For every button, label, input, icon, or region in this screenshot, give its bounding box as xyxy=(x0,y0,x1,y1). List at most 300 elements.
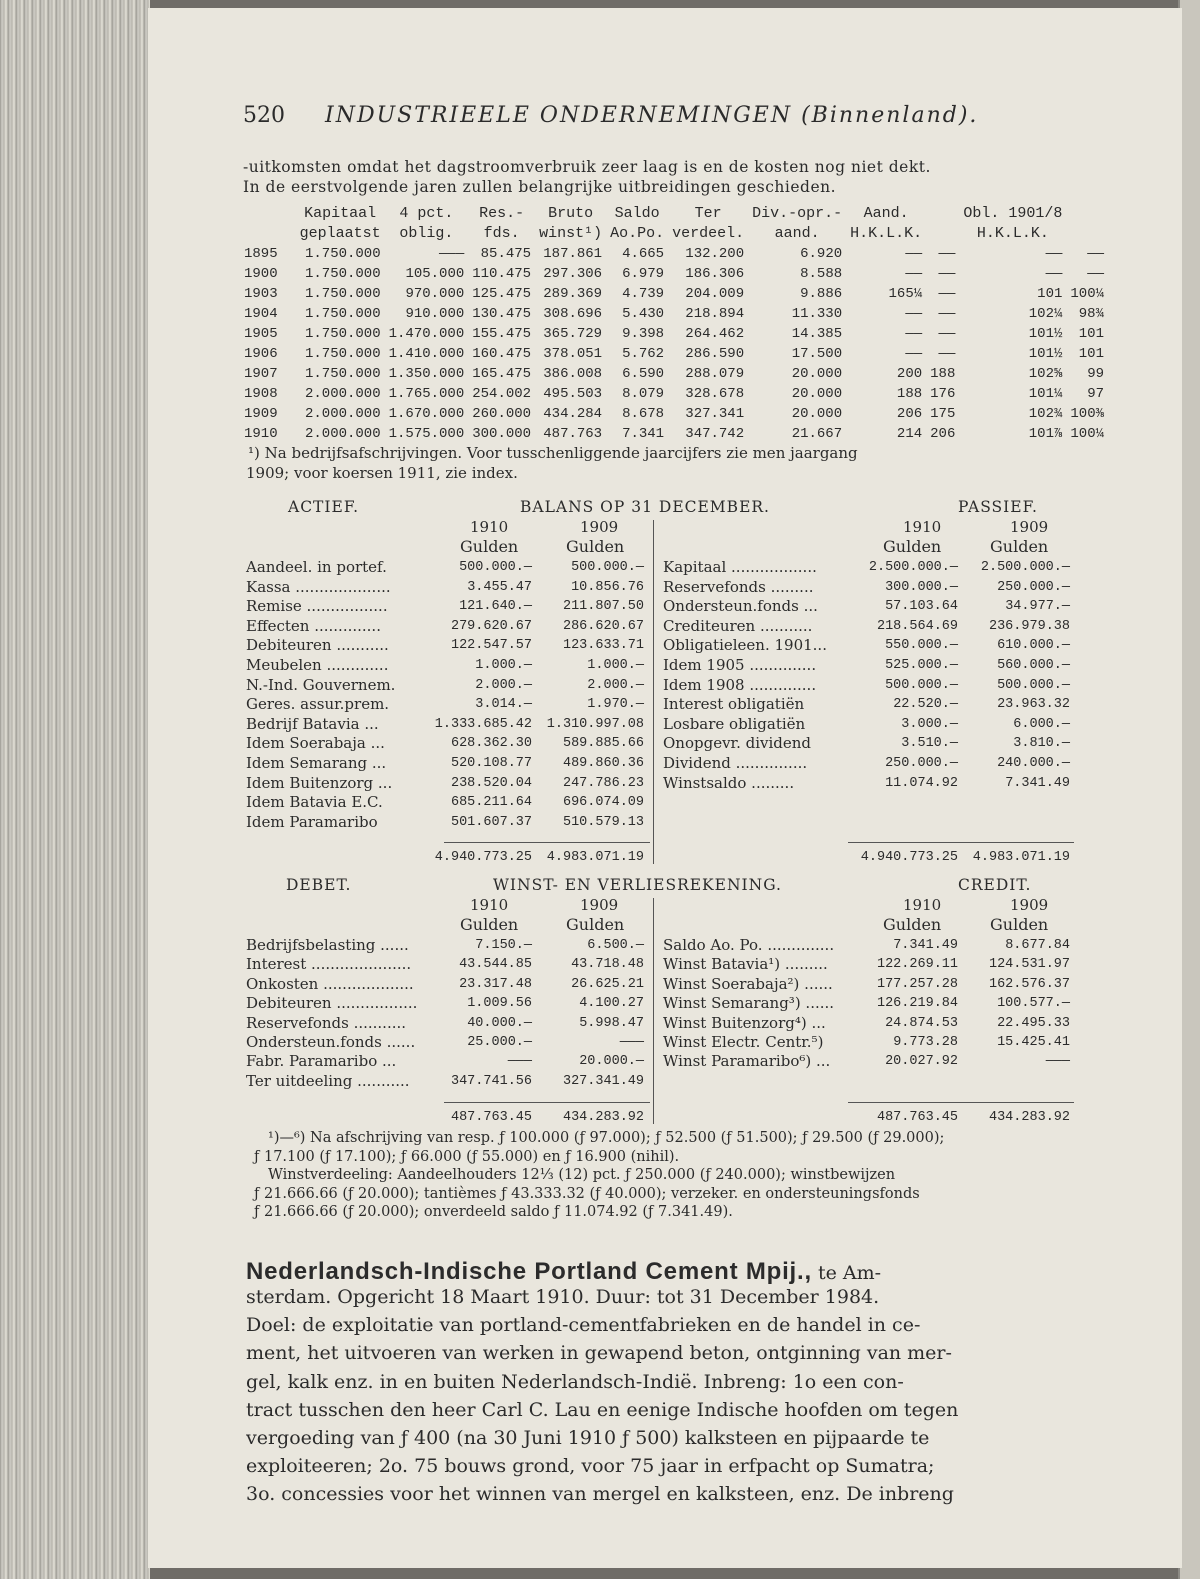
table-header-cell: Saldo xyxy=(614,205,660,222)
left-year-1910: 1910 xyxy=(470,896,509,914)
pl-note-line: Winstverdeeling: Aandeelhouders 12⅓ (12) pct. ƒ 250.000 (ƒ 240.000); winstbewijzen xyxy=(268,1167,896,1184)
right-item-1910: 9.773.28 xyxy=(893,1035,958,1050)
right-item-1910: 7.341.49 xyxy=(893,938,958,953)
table-cell: 200 xyxy=(896,366,923,382)
right-item-1909: 560.000.— xyxy=(997,658,1070,673)
table-row xyxy=(240,384,1108,404)
left-item-label: N.-Ind. Gouvernem. xyxy=(246,675,396,694)
table-cell: —— xyxy=(1045,246,1063,262)
table-cell: 101½ xyxy=(1028,346,1063,362)
table-cell: 100⅜ xyxy=(1070,406,1104,422)
right-item-1910: 250.000.— xyxy=(885,756,958,771)
table-cell: 9.398 xyxy=(622,326,665,342)
table-cell: —— xyxy=(938,286,956,302)
actief-heading: ACTIEF. xyxy=(288,498,360,516)
table-cell: 365.729 xyxy=(543,326,603,342)
left-year-1910: 1910 xyxy=(470,518,509,536)
left-item-label: Remise ................. xyxy=(246,597,388,616)
left-item-1909: 696.074.09 xyxy=(562,795,644,811)
table-cell: 264.462 xyxy=(685,326,745,342)
left-item-1910: ——— xyxy=(507,1054,532,1070)
left-item-label: Idem Soerabaja ... xyxy=(246,734,385,753)
table-cell: 14.385 xyxy=(791,326,843,342)
left-item-1910: 1.000.— xyxy=(475,658,532,673)
left-year-1909: 1909 xyxy=(580,896,619,914)
left-item-1909: 589.885.66 xyxy=(562,736,644,752)
table-cell: 132.200 xyxy=(685,246,745,262)
table-row xyxy=(240,364,1108,384)
left-item-1909: 123.633.71 xyxy=(562,638,644,654)
table-header-cell xyxy=(926,224,959,244)
table-cell: 1.765.000 xyxy=(388,386,465,402)
table-cell: 4.665 xyxy=(622,246,665,262)
right-item-1910: 126.219.84 xyxy=(876,996,958,1012)
table-cell: 206 xyxy=(896,406,923,422)
table-cell: 204.009 xyxy=(685,286,745,302)
left-item-label: Ondersteun.fonds ...... xyxy=(246,1033,416,1051)
table-header-cell: Res.- xyxy=(479,205,525,222)
left-item-1909: 247.786.23 xyxy=(562,775,644,791)
table-cell: —— xyxy=(905,346,923,362)
right-item-1910: 2.500.000.— xyxy=(868,560,958,575)
table-cell: 187.861 xyxy=(543,246,603,262)
table-cell: 1.750.000 xyxy=(305,266,381,282)
table-cell: 386.008 xyxy=(543,366,603,382)
table-row xyxy=(240,264,1108,284)
table-cell: 970.000 xyxy=(405,286,465,302)
table-cell: 101 xyxy=(1078,346,1104,362)
table-cell: 20.000 xyxy=(791,386,843,402)
right-total-rule xyxy=(848,842,1074,843)
table-header-cell: aand. xyxy=(774,225,820,242)
table-cell: 97 xyxy=(1087,386,1104,402)
table-cell: 17.500 xyxy=(791,346,843,362)
pl-heading: WINST- EN VERLIESREKENING. xyxy=(493,876,782,894)
left-item-1909: 489.860.36 xyxy=(562,756,644,771)
table-cell: 297.306 xyxy=(543,266,603,282)
table-cell: —— xyxy=(1087,266,1104,282)
table-cell: 8.079 xyxy=(622,386,665,402)
book-page xyxy=(148,8,1182,1568)
table-cell: 1.575.000 xyxy=(388,426,465,442)
right-item-1910: 24.874.53 xyxy=(885,1015,958,1031)
right-item-1909: 240.000.— xyxy=(997,756,1070,771)
table-header-cell: Ter xyxy=(694,205,722,222)
right-item-1909: 100.577.— xyxy=(997,996,1070,1012)
table-row xyxy=(240,284,1108,304)
left-year-1909: 1909 xyxy=(580,518,619,536)
right-item-1910: 177.257.28 xyxy=(876,976,958,992)
left-item-label: Idem Batavia E.C. xyxy=(246,793,383,812)
table-cell: 254.002 xyxy=(472,386,532,402)
right-item-1910: 3.000.— xyxy=(901,716,958,732)
table-cell: 2.000.000 xyxy=(305,406,381,422)
right-item-label: Kapitaal .................. xyxy=(663,558,817,576)
right-item-1909: 2.500.000.— xyxy=(980,560,1070,575)
right-total-1909: 4.983.071.19 xyxy=(972,850,1070,865)
table-header-cell xyxy=(926,204,959,224)
table-cell: 910.000 xyxy=(405,306,465,322)
table-header-cell: geplaatst xyxy=(299,225,381,242)
table-cell: 102¼ xyxy=(1028,306,1063,322)
table-cell: 105.000 xyxy=(405,266,465,282)
right-item-label: Idem 1908 .............. xyxy=(663,675,817,694)
page-header xyxy=(243,103,978,128)
left-item-1910: 1.009.56 xyxy=(467,996,532,1012)
left-item-1910: 520.108.77 xyxy=(450,756,532,771)
left-item-label: Bedrijfsbelasting ...... xyxy=(246,936,409,954)
left-item-1909: 211.807.50 xyxy=(562,599,644,615)
table-cell: 186.306 xyxy=(685,266,745,282)
table-cell: 289.369 xyxy=(543,286,603,302)
right-item-label: Saldo Ao. Po. .............. xyxy=(663,936,835,954)
table-cell: 110.475 xyxy=(472,266,532,282)
table-cell: 206 xyxy=(930,426,956,442)
table-cell: 98¾ xyxy=(1078,306,1104,322)
table-cell: 1.350.000 xyxy=(388,366,465,382)
table-cell: 4.739 xyxy=(622,286,665,302)
right-item-label: Losbare obligatiën xyxy=(663,714,806,733)
left-item-1910: 347.741.56 xyxy=(450,1073,532,1089)
right-item-1909: 500.000.— xyxy=(997,677,1070,693)
right-item-1910: 122.269.11 xyxy=(876,957,958,973)
left-item-label: Interest ..................... xyxy=(246,955,412,974)
left-item-label: Kassa .................... xyxy=(246,577,391,596)
company-text-line: Doel: de exploitatie van portland-cementfabrieken en de handel in ce- xyxy=(246,1314,921,1337)
table-cell: 100¼ xyxy=(1070,286,1104,302)
table-row xyxy=(240,244,1108,264)
table-cell: 100¼ xyxy=(1070,426,1104,442)
table-cell: 188 xyxy=(896,386,923,402)
left-item-1909: 4.100.27 xyxy=(579,996,644,1012)
table-cell: ——— xyxy=(439,246,465,262)
left-total-rule xyxy=(444,1102,650,1103)
left-item-1910: 628.362.30 xyxy=(450,736,532,752)
right-unit-1909: Gulden xyxy=(990,915,1049,934)
left-item-1909: 26.625.21 xyxy=(571,976,644,992)
left-item-1910: 238.520.04 xyxy=(450,775,532,791)
right-item-1909: 162.576.37 xyxy=(988,976,1070,992)
left-item-label: Fabr. Paramaribo ... xyxy=(246,1052,397,1071)
right-item-1910: 11.074.92 xyxy=(885,775,958,791)
right-total-1910: 487.763.45 xyxy=(876,1110,958,1125)
right-item-label: Winst Electr. Centr.⁵) xyxy=(663,1033,824,1051)
table-header-cell: H.K.L.K. xyxy=(976,225,1049,242)
table-cell: 1907 xyxy=(244,366,278,382)
right-item-label: Idem 1905 .............. xyxy=(663,656,817,674)
table-cell: —— xyxy=(905,326,923,342)
table-cell: 300.000 xyxy=(472,426,532,442)
table-cell: 101⅞ xyxy=(1028,426,1063,442)
column-divider xyxy=(653,520,654,864)
left-item-1909: 500.000.— xyxy=(571,560,644,575)
right-item-label: Onopgevr. dividend xyxy=(663,734,812,753)
pl-note-line: ¹)—⁶) Na afschrijving van resp. ƒ 100.000 (ƒ 97.000); ƒ 52.500 (ƒ 51.500); ƒ 29.500 (ƒ 29.000); xyxy=(268,1130,945,1146)
table-footnote: 1909; voor koersen 1911, zie index. xyxy=(246,464,518,482)
table-header-cell: Bruto xyxy=(548,205,594,222)
table-cell: 286.590 xyxy=(685,346,745,362)
left-item-label: Idem Semarang ... xyxy=(246,754,387,772)
table-row xyxy=(240,344,1108,364)
table-cell: 85.475 xyxy=(480,246,532,262)
right-item-label: Winst Batavia¹) ......... xyxy=(663,955,828,974)
table-cell: 125.475 xyxy=(472,286,532,302)
table-header-cell: winst¹) xyxy=(539,225,603,242)
right-item-1910: 218.564.69 xyxy=(876,618,958,634)
right-item-1909: ——— xyxy=(1045,1054,1070,1070)
table-header-cell: Obl. 1901/8 xyxy=(963,205,1063,222)
table-cell: 165.475 xyxy=(472,366,532,382)
table-header-row xyxy=(240,224,1108,244)
passief-heading: PASSIEF. xyxy=(958,498,1038,516)
right-unit-1910: Gulden xyxy=(883,915,942,934)
table-header-cell: Kapitaal xyxy=(304,205,377,222)
table-header-cell xyxy=(240,224,296,244)
left-total-rule xyxy=(444,842,650,843)
right-item-1909: 610.000.— xyxy=(997,638,1070,654)
right-item-label: Winst Semarang³) ...... xyxy=(663,994,835,1013)
table-cell: 5.430 xyxy=(622,306,665,322)
company-text-line: sterdam. Opgericht 18 Maart 1910. Duur: tot 31 December 1984. xyxy=(246,1286,880,1308)
table-cell: —— xyxy=(905,246,923,262)
table-cell: 6.590 xyxy=(622,366,665,382)
right-item-1909: 8.677.84 xyxy=(1005,938,1070,953)
left-item-1909: 5.998.47 xyxy=(579,1015,644,1031)
table-cell: 175 xyxy=(930,406,956,422)
right-item-label: Reservefonds ......... xyxy=(663,577,814,596)
left-item-1909: 1.970.— xyxy=(587,697,644,713)
table-cell: 99 xyxy=(1087,366,1104,382)
table-cell: 288.079 xyxy=(685,366,745,382)
page-number: 520 xyxy=(243,103,285,128)
table-header-cell: H.K.L.K. xyxy=(850,225,923,242)
left-item-1910: 43.544.85 xyxy=(459,957,532,973)
table-cell: 20.000 xyxy=(791,406,843,422)
intro-line: -uitkomsten omdat het dagstroomverbruik zeer laag is en de kosten nog niet dekt. xyxy=(243,158,931,176)
table-header-cell xyxy=(1066,224,1108,244)
left-item-1910: 121.640.— xyxy=(459,599,532,615)
table-cell: 102¾ xyxy=(1028,406,1063,422)
right-item-1909: 15.425.41 xyxy=(997,1035,1070,1050)
table-cell: 6.979 xyxy=(622,266,665,282)
table-header-cell: oblig. xyxy=(399,225,454,242)
right-unit-1909: Gulden xyxy=(990,537,1049,556)
right-unit-1910: Gulden xyxy=(883,537,942,556)
right-item-1909: 7.341.49 xyxy=(1005,775,1070,791)
table-cell: 1.670.000 xyxy=(388,406,465,422)
table-cell: —— xyxy=(938,346,956,362)
table-header-row xyxy=(240,204,1108,224)
right-item-label: Crediteuren ........... xyxy=(663,616,813,635)
page-edges xyxy=(0,0,150,1579)
credit-heading: CREDIT. xyxy=(958,876,1032,894)
table-cell: 347.742 xyxy=(685,426,745,442)
pl-note-line: ƒ 21.666.66 (ƒ 20.000); tantièmes ƒ 43.333.32 (ƒ 40.000); verzeker. en ondersteuningsfonds xyxy=(254,1185,920,1202)
table-row xyxy=(240,324,1108,344)
table-cell: 2.000.000 xyxy=(305,386,381,402)
right-total-1910: 4.940.773.25 xyxy=(860,850,958,865)
right-item-1909: 3.810.— xyxy=(1013,736,1070,752)
left-item-label: Idem Paramaribo xyxy=(246,812,378,831)
right-item-1910: 550.000.— xyxy=(885,638,958,654)
left-total-1910: 4.940.773.25 xyxy=(434,850,532,865)
table-cell: 434.284 xyxy=(543,406,603,422)
right-item-1909: 23.963.32 xyxy=(997,697,1070,713)
table-cell: 495.503 xyxy=(543,386,603,402)
table-cell: 21.667 xyxy=(791,426,843,442)
left-item-1910: 2.000.— xyxy=(475,677,532,693)
left-item-1909: 6.500.— xyxy=(587,938,644,953)
left-total-1909: 4.983.071.19 xyxy=(546,850,644,865)
left-item-1910: 40.000.— xyxy=(467,1015,532,1031)
table-cell: 5.762 xyxy=(622,346,665,362)
balance-heading: BALANS OP 31 DECEMBER. xyxy=(520,498,770,516)
table-cell: 11.330 xyxy=(791,306,843,322)
table-cell: 1.750.000 xyxy=(305,326,381,342)
table-cell: 102⅝ xyxy=(1028,366,1063,382)
left-item-1909: ——— xyxy=(619,1035,644,1050)
table-cell: 1.470.000 xyxy=(388,326,465,342)
table-cell: —— xyxy=(905,266,923,282)
table-cell: —— xyxy=(938,326,956,342)
left-item-1909: 10.856.76 xyxy=(571,579,644,595)
right-item-label: Ondersteun.fonds ... xyxy=(663,597,818,616)
table-cell: 1.750.000 xyxy=(305,346,381,362)
table-cell: 1895 xyxy=(244,246,278,262)
company-text-line: 3o. concessies voor het winnen van mergel en kalksteen, enz. De inbreng xyxy=(246,1483,954,1506)
pl-note-line: ƒ 21.666.66 (ƒ 20.000); onverdeeld saldo ƒ 11.074.92 (ƒ 7.341.49). xyxy=(254,1204,733,1221)
left-item-1909: 2.000.— xyxy=(587,677,644,693)
left-item-1909: 1.000.— xyxy=(587,658,644,673)
table-cell: 378.051 xyxy=(543,346,603,362)
table-row xyxy=(240,404,1108,424)
table-cell: 6.920 xyxy=(800,246,843,262)
table-cell: 218.894 xyxy=(685,306,745,322)
left-item-1910: 122.547.57 xyxy=(450,638,532,654)
right-item-label: Winstsaldo ......... xyxy=(663,773,795,792)
left-item-label: Idem Buitenzorg ... xyxy=(246,773,393,792)
table-cell: —— xyxy=(1087,246,1104,262)
table-footnote: ¹) Na bedrijfsafschrijvingen. Voor tusschenliggende jaarcijfers zie men jaargang xyxy=(248,444,858,462)
table-cell: 1905 xyxy=(244,326,278,342)
table-cell: 487.763 xyxy=(543,426,603,442)
left-item-1909: 1.310.997.08 xyxy=(546,716,644,732)
table-cell: 214 xyxy=(896,426,923,442)
running-title: INDUSTRIEELE ONDERNEMINGEN (Binnenland). xyxy=(325,103,979,128)
table-header-cell: Aand. xyxy=(863,205,909,222)
table-cell: —— xyxy=(938,306,956,322)
right-item-1909: 250.000.— xyxy=(997,579,1070,595)
right-item-label: Winst Buitenzorg⁴) ... xyxy=(663,1013,826,1032)
left-item-label: Debiteuren ........... xyxy=(246,636,389,655)
right-item-1910: 3.510.— xyxy=(901,736,958,752)
table-cell: 101 xyxy=(1078,326,1104,342)
table-cell: 8.588 xyxy=(800,266,843,282)
table-cell: 101½ xyxy=(1028,326,1063,342)
left-item-1910: 279.620.67 xyxy=(450,618,532,634)
table-cell: 9.886 xyxy=(800,286,843,302)
table-cell: 176 xyxy=(930,386,956,402)
left-item-1910: 685.211.64 xyxy=(450,795,532,811)
table-cell: 101¼ xyxy=(1028,386,1063,402)
table-cell: 308.696 xyxy=(543,306,603,322)
left-item-1910: 7.150.— xyxy=(475,938,532,953)
right-item-1910: 525.000.— xyxy=(885,658,958,673)
right-item-1909: 6.000.— xyxy=(1013,716,1070,732)
table-cell: 1906 xyxy=(244,346,278,362)
table-cell: —— xyxy=(1045,266,1063,282)
table-cell: 1.410.000 xyxy=(388,346,465,362)
right-year-1910: 1910 xyxy=(903,518,942,536)
left-item-label: Meubelen ............. xyxy=(246,656,389,674)
table-cell: 20.000 xyxy=(791,366,843,382)
right-year-1909: 1909 xyxy=(1010,896,1049,914)
left-item-label: Aandeel. in portef. xyxy=(246,558,387,576)
right-item-1909: 236.979.38 xyxy=(988,618,1070,634)
right-total-1909: 434.283.92 xyxy=(988,1110,1070,1125)
pl-note-line: ƒ 17.100 (ƒ 17.100); ƒ 66.000 (ƒ 55.000) en ƒ 16.900 (nihil). xyxy=(254,1148,680,1165)
left-item-1909: 286.620.67 xyxy=(562,618,644,634)
table-header-cell: fds. xyxy=(483,225,520,242)
company-text-line: gel, kalk enz. in en buiten Nederlandsch-Indië. Inbreng: 1o een con- xyxy=(246,1370,904,1393)
table-header-cell xyxy=(1066,204,1108,224)
table-cell: 1.750.000 xyxy=(305,246,381,262)
table-cell: 1.750.000 xyxy=(305,306,381,322)
table-cell: 1.750.000 xyxy=(305,286,381,302)
table-cell: 7.341 xyxy=(622,426,665,442)
yearly-figures-table xyxy=(240,204,1108,444)
table-cell: 165¼ xyxy=(888,286,923,302)
left-unit-1910: Gulden xyxy=(460,537,519,556)
table-cell: —— xyxy=(938,266,956,282)
table-cell: 328.678 xyxy=(685,386,745,402)
left-item-1910: 1.333.685.42 xyxy=(434,716,532,732)
left-item-label: Reservefonds ........... xyxy=(246,1013,407,1032)
left-item-1910: 500.000.— xyxy=(459,560,532,575)
table-cell: —— xyxy=(938,246,956,262)
table-cell: 8.678 xyxy=(622,406,665,422)
table-header-cell: Div.-opr.- xyxy=(752,205,843,222)
right-year-1910: 1910 xyxy=(903,896,942,914)
table-cell: 1.750.000 xyxy=(305,366,381,382)
company-place: te Am- xyxy=(811,1262,882,1284)
table-cell: 130.475 xyxy=(472,306,532,322)
left-item-label: Bedrijf Batavia ... xyxy=(246,714,379,733)
company-heading xyxy=(246,1258,881,1286)
table-cell: —— xyxy=(905,306,923,322)
debet-heading: DEBET. xyxy=(286,876,352,894)
table-header-cell: verdeel. xyxy=(672,225,745,242)
left-unit-1909: Gulden xyxy=(566,915,625,934)
left-item-1909: 20.000.— xyxy=(579,1054,644,1070)
right-item-label: Winst Soerabaja²) ...... xyxy=(663,974,833,993)
right-item-1910: 500.000.— xyxy=(885,677,958,693)
table-cell: 2.000.000 xyxy=(305,426,381,442)
right-item-label: Winst Paramaribo⁶) ... xyxy=(663,1052,831,1071)
table-header-cell: Ao.Po. xyxy=(610,225,665,242)
table-cell: 188 xyxy=(930,366,956,382)
table-header-cell: 4 pct. xyxy=(399,205,454,222)
table-cell: 1900 xyxy=(244,266,278,282)
left-item-1910: 25.000.— xyxy=(467,1035,532,1050)
right-total-rule xyxy=(848,1102,1074,1103)
table-cell: 160.475 xyxy=(472,346,532,362)
right-item-1910: 22.520.— xyxy=(893,697,958,713)
right-item-1910: 57.103.64 xyxy=(885,599,958,615)
table-cell: 260.000 xyxy=(472,406,532,422)
left-item-label: Ter uitdeeling ........... xyxy=(246,1071,410,1090)
table-cell: 1909 xyxy=(244,406,278,422)
